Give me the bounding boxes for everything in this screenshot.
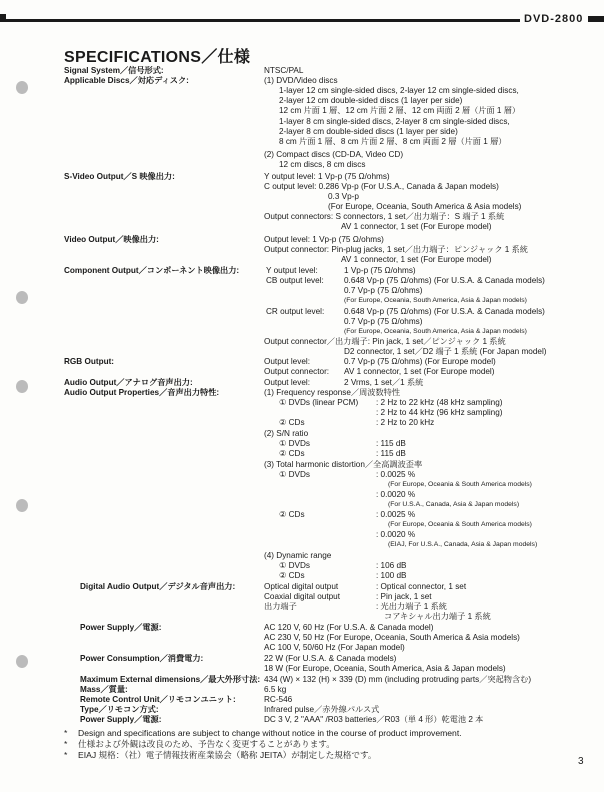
spec-line: : 光出力端子 1 系統	[376, 602, 447, 611]
spec-line: : 0.0025 %	[376, 510, 416, 519]
spec-line: コアキシャル出力端子 1 系統	[384, 612, 491, 621]
spec-line: Coaxial digital output	[264, 592, 341, 601]
header-end-mark	[588, 16, 604, 22]
spec-line: 1-layer 12 cm single-sided discs, 2-layer 12 cm single-sided discs,	[279, 86, 519, 95]
note-line: Design and specifications are subject to change without notice in the course of product improvement.	[78, 728, 462, 738]
spec-line: : 115 dB	[376, 449, 406, 458]
spec-line: (For Europe, Oceania, South America, Asia & Japan models)	[344, 328, 527, 335]
power-consumption-label: Power Consumption／消費電力:	[80, 654, 204, 663]
spec-line: 8 cm 片面 1 層、8 cm 片面 2 層、8 cm 両面 2 層（片面 1 層）	[279, 137, 507, 146]
spec-line: CB output level:	[266, 276, 324, 285]
spec-line: (1) Frequency response／周波数特性	[264, 388, 401, 397]
spec-line: D2 connector, 1 set／D2 端子 1 系統 (For Japan model)	[344, 347, 547, 356]
spec-line: ② CDs	[279, 510, 305, 519]
applicable-discs-label: Applicable Discs／対応ディスク:	[64, 76, 189, 85]
spec-line: Optical digital output	[264, 582, 339, 591]
dimensions-label: Maximum External dimensions／最大外形寸法:	[80, 675, 261, 684]
remote-power-value: DC 3 V, 2 "AAA" /R03 batteries／R03（単 4 形）乾電池 2 本	[264, 715, 484, 724]
spec-line: : 2 Hz to 44 kHz (96 kHz sampling)	[376, 408, 503, 417]
spec-line: 1 Vp-p (75 Ω/ohms)	[344, 266, 416, 275]
spec-line: (1) DVD/Video discs	[264, 76, 338, 85]
spec-line: (For U.S.A., Canada, Asia & Japan models)	[388, 501, 520, 508]
page-number: 3	[578, 756, 584, 767]
spec-line: AC 120 V, 60 Hz (For U.S.A. & Canada model)	[264, 623, 434, 632]
note-line: 仕様および外観は改良のため、予告なく変更することがあります。	[78, 739, 335, 749]
binder-hole	[16, 655, 28, 668]
video-output-label: Video Output／映像出力:	[64, 235, 159, 244]
mass-value: 6.5 kg	[264, 685, 287, 694]
spec-line: AV 1 connector, 1 set (For Europe model)	[341, 222, 492, 231]
component-output-label: Component Output／コンポーネント映像出力:	[64, 266, 240, 275]
spec-line: Output level:	[264, 378, 310, 387]
spec-line: (For Europe, Oceania, South America, Asia & Japan models)	[344, 297, 527, 304]
spec-line: 22 W (For U.S.A. & Canada models)	[264, 654, 397, 663]
spec-line: 2-layer 12 cm double-sided discs (1 layer per side)	[279, 96, 463, 105]
spec-line: : 115 dB	[376, 439, 406, 448]
spec-line: ① DVDs	[279, 470, 310, 479]
spec-line: ② CDs	[279, 418, 305, 427]
spec-line: 2 Vrms, 1 set／1 系統	[344, 378, 424, 387]
spec-line: : 100 dB	[376, 571, 407, 580]
digital-audio-output-label: Digital Audio Output／デジタル音声出力:	[80, 582, 236, 591]
spec-line: Y output level: 1 Vp-p (75 Ω/ohms)	[264, 172, 390, 181]
note-marker: *	[64, 728, 68, 738]
spec-line: 0.648 Vp-p (75 Ω/ohms) (For U.S.A. & Canada models)	[344, 276, 545, 285]
spec-line: Output connector: Pin-plug jacks, 1 set／出力端子：ピンジャック 1 系統	[264, 245, 528, 254]
spec-line: CR output level:	[266, 307, 325, 316]
spec-line: 1-layer 8 cm single-sided discs, 2-layer 8 cm single-sided discs,	[279, 117, 510, 126]
spec-line: (2) S/N ratio	[264, 429, 309, 438]
spec-line: C output level: 0.286 Vp-p (For U.S.A., Canada & Japan models)	[264, 182, 499, 191]
spec-line: Output connectors: S connectors, 1 set／出力端子：S 端子 1 系統	[264, 212, 505, 221]
spec-line: 0.7 Vp-p (75 Ω/ohms) (For Europe model)	[344, 357, 496, 366]
spec-line: 2-layer 8 cm double-sided discs (1 layer per side)	[279, 127, 458, 136]
model-name: DVD-2800	[524, 13, 584, 25]
spec-line: 0.3 Vp-p	[328, 192, 359, 201]
spec-line: (EIAJ, For U.S.A., Canada, Asia & Japan models)	[388, 541, 538, 548]
spec-line: (2) Compact discs (CD-DA, Video CD)	[264, 150, 404, 159]
spec-line: : 0.0020 %	[376, 530, 416, 539]
page-title: SPECIFICATIONS／仕様	[64, 49, 251, 66]
spec-line: AV 1 connector, 1 set (For Europe model)	[341, 255, 492, 264]
spec-line: : Optical connector, 1 set	[376, 582, 467, 591]
spec-line: Output level:	[264, 357, 310, 366]
spec-line: ① DVDs (linear PCM)	[279, 398, 359, 407]
spec-line: : 2 Hz to 20 kHz	[376, 418, 435, 427]
spec-line: 18 W (For Europe, Oceania, South America, Asia & Japan models)	[264, 664, 506, 673]
spec-line: Y output level:	[266, 266, 318, 275]
remote-control-label: Remote Control Unit／リモコンユニット:	[80, 695, 236, 704]
binder-hole	[16, 380, 28, 393]
spec-line: 0.7 Vp-p (75 Ω/ohms)	[344, 286, 423, 295]
spec-line: 12 cm discs, 8 cm discs	[279, 160, 366, 169]
spec-line: Output level: 1 Vp-p (75 Ω/ohms)	[264, 235, 384, 244]
spec-line: ① DVDs	[279, 561, 310, 570]
spec-line: 出力端子	[264, 602, 297, 611]
dimensions-value: 434 (W) × 132 (H) × 339 (D) mm (including protruding parts／突起物含む)	[264, 675, 532, 684]
spec-line: (For Europe, Oceania, South America & Asia models)	[328, 202, 522, 211]
mass-label: Mass／質量:	[80, 685, 128, 694]
spec-line: Output connector／出力端子: Pin jack, 1 set／ピンジャック 1 系統	[264, 337, 506, 346]
spec-line: 0.7 Vp-p (75 Ω/ohms)	[344, 317, 423, 326]
note-line: EIAJ 規格：（社）電子情報技術産業協会（略称 JEITA）が制定した規格です。	[78, 750, 377, 760]
audio-output-label: Audio Output／アナログ音声出力:	[64, 378, 193, 387]
spec-line: (For Europe, Oceania & South America models)	[388, 521, 532, 528]
spec-line: : 0.0020 %	[376, 490, 416, 499]
header-rule	[0, 19, 520, 22]
spec-line: : 106 dB	[376, 561, 407, 570]
spec-line: ① DVDs	[279, 439, 310, 448]
spec-line: : 0.0025 %	[376, 470, 416, 479]
power-supply-label: Power Supply／電源:	[80, 623, 162, 632]
spec-line: ② CDs	[279, 571, 305, 580]
spec-line: (3) Total harmonic distortion／全高調波歪率	[264, 460, 423, 469]
remote-control-value: RC-546	[264, 695, 293, 704]
remote-type-value: Infrared pulse／赤外線パルス式	[264, 705, 380, 714]
remote-power-label: Power Supply／電源:	[80, 715, 162, 724]
svideo-output-label: S-Video Output／S 映像出力:	[64, 172, 175, 181]
audio-output-properties-label: Audio Output Properties／音声出力特性:	[64, 388, 220, 397]
binder-hole	[16, 81, 28, 94]
note-marker: *	[64, 739, 68, 749]
spec-line: (For Europe, Oceania & South America models)	[388, 481, 532, 488]
spec-line: 12 cm 片面 1 層、12 cm 片面 2 層、12 cm 両面 2 層（片面 1 層）	[279, 106, 521, 115]
spec-line: ② CDs	[279, 449, 305, 458]
signal-system-label: Signal System／信号形式:	[64, 66, 164, 75]
remote-type-label: Type／リモコン方式:	[80, 705, 159, 714]
spec-line: Output connector:	[264, 367, 330, 376]
spec-line: AC 100 V, 50/60 Hz (For Japan model)	[264, 643, 405, 652]
spec-line: 0.648 Vp-p (75 Ω/ohms) (For U.S.A. & Canada models)	[344, 307, 545, 316]
binder-hole	[16, 291, 28, 304]
spec-line: AV 1 connector, 1 set (For Europe model)	[344, 367, 495, 376]
signal-system-value: NTSC/PAL	[264, 66, 304, 75]
spec-line: : 2 Hz to 22 kHz (48 kHz sampling)	[376, 398, 503, 407]
spec-line: : Pin jack, 1 set	[376, 592, 432, 601]
spec-line: AC 230 V, 50 Hz (For Europe, Oceania, South America & Asia models)	[264, 633, 520, 642]
rgb-output-label: RGB Output:	[64, 357, 115, 366]
binder-hole	[16, 499, 28, 512]
spec-line: (4) Dynamic range	[264, 551, 332, 560]
note-marker: *	[64, 750, 68, 760]
